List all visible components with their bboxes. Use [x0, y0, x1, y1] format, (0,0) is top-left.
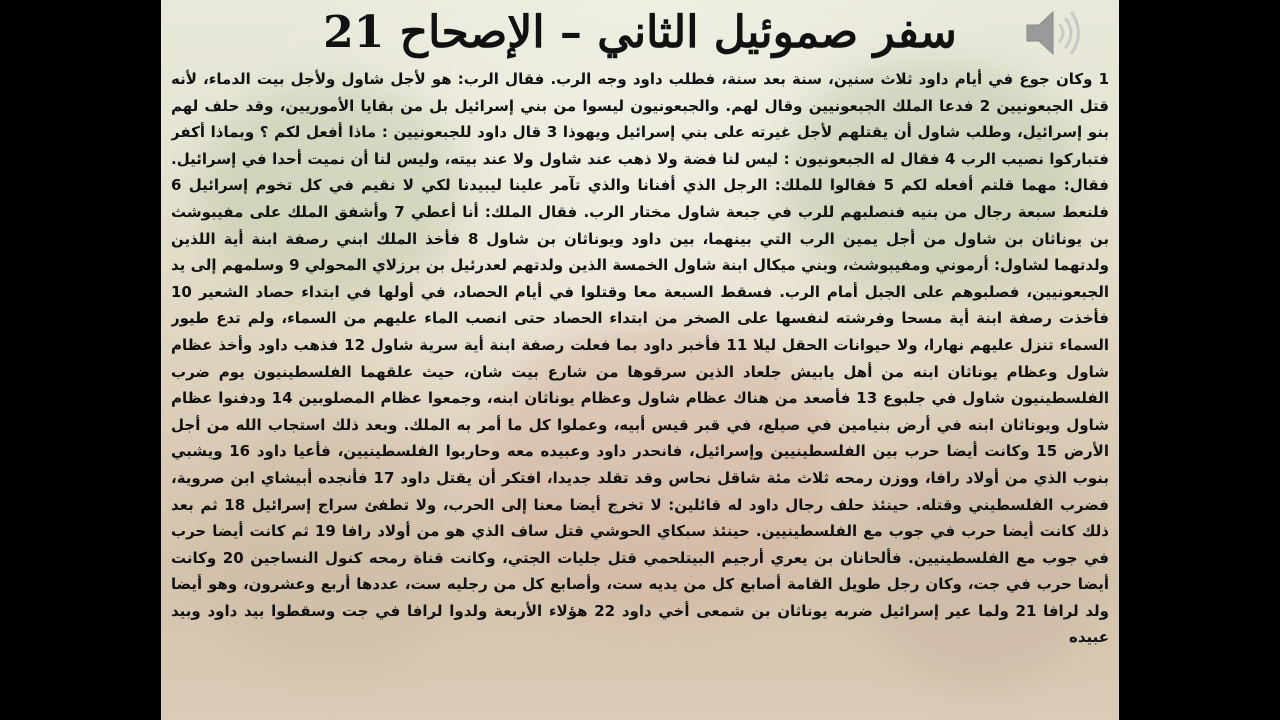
- speaker-icon[interactable]: [1023, 4, 1085, 62]
- chapter-text: 1 وكان جوع في أيام داود ثلاث سنين، سنة بعد سنة، فطلب داود وجه الرب. فقال الرب: هو لأجل شاول ولأجل بيت الدماء، لأنه قتل الجبعونيين 2 فدعا الملك الجبعونيين وقال لهم. والجبعونيون ليسوا من بني إسرائيل بل من بقايا الأموريين، وقد حلف لهم بنو إسرائيل، وطلب شاول أن يقتلهم لأجل غيرته على بني إسرائيل ويهوذا 3 قال داود للجبعونيين : ماذا أفعل لكم ؟ وبماذا أكفر فتباركوا نصيب الرب 4 فقال له الجبعونيون : ليس لنا فضة ولا ذهب عند شاول ولا عند بيته، وليس لنا أن نميت أحدا في إسرائيل. فقال: مهما قلتم أفعله لكم 5 فقالوا للملك: الرجل الذي أفنانا والذي تآمر علينا ليبيدنا لكي لا نقيم في كل تخوم إسرائيل 6 فلنعط سبعة رجال من بنيه فنصلبهم للرب في جبعة شاول مختار الرب. فقال الملك: أنا أعطي 7 وأشفق الملك على مفيبوشث بن يوناثان بن شاول من أجل يمين الرب التي بينهما، بين داود ويوناثان بن شاول 8 فأخذ الملك ابني رصفة ابنة أية اللذين ولدتهما لشاول: أرموني ومفيبوشث، وبني ميكال ابنة شاول الخمسة الذين ولدتهم لعدرئيل بن برزلاي المحولي 9 وسلمهم إلى يد الجبعونيين، فصلبوهم على الجبل أمام الرب. فسقط السبعة معا وقتلوا في أيام الحصاد، في أولها في ابتداء حصاد الشعير 10 فأخذت رصفة ابنة أية مسحا وفرشته لنفسها على الصخر من ابتداء الحصاد حتى انصب الماء عليهم من السماء، ولم تدع طيور السماء تنزل عليهم نهارا، ولا حيوانات الحقل ليلا 11 فأخبر داود بما فعلت رصفة ابنة أية سرية شاول 12 فذهب داود وأخذ عظام شاول وعظام يوناثان ابنه من أهل يابيش جلعاد الذين سرقوها من شارع بيت شان، حيث علقهما الفلسطينيون يوم ضرب الفلسطينيون شاول في جلبوع 13 فأصعد من هناك عظام شاول وعظام يوناثان ابنه، وجمعوا عظام المصلوبين 14 ودفنوا عظام شاول ويوناثان ابنه في أرض بنيامين في صيلع، في قبر قيس أبيه، وعملوا كل ما أمر به الملك. وبعد ذلك استجاب الله من أجل الأرض 15 وكانت أيضا حرب بين الفلسطينيين وإسرائيل، فانحدر داود وعبيده معه وحاربوا الفلسطينيين، فأعيا داود 16 ويشبي بنوب الذي من أولاد رافا، ووزن رمحه ثلاث مئة شاقل نحاس وقد تقلد جديدا، افتكر أن يقتل داود 17 فأنجده أبيشاي ابن صروية، فضرب الفلسطيني وقتله. حينئذ حلف رجال داود له قائلين: لا تخرج أيضا معنا إلى الحرب، ولا تطفئ سراج إسرائيل 18 ثم بعد ذلك كانت أيضا حرب في جوب مع الفلسطينيين. حينئذ سبكاي الحوشي قتل ساف الذي هو من أولاد رافا 19 ثم كانت أيضا حرب في جوب مع الفلسطينيين. فألحانان بن يعري أرجيم البيتلحمي قتل جليات الجتي، وكانت قناة رمحه كنول النساجين 20 وكانت أيضا حرب في جت، وكان رجل طويل القامة أصابع كل من يديه ست، وأصابع كل من رجليه ست، عددها أربع وعشرون، وهو أيضا ولد لرافا 21 ولما عير إسرائيل ضربه يوناثان بن شمعى أخي داود 22 هؤلاء الأربعة ولدوا لرافا في جت وسقطوا بيد داود وبيد عبيده: [171, 70, 1109, 647]
- slide: [161, 0, 1119, 720]
- slide-title: سفر صموئيل الثاني – الإصحاح 21: [323, 7, 957, 58]
